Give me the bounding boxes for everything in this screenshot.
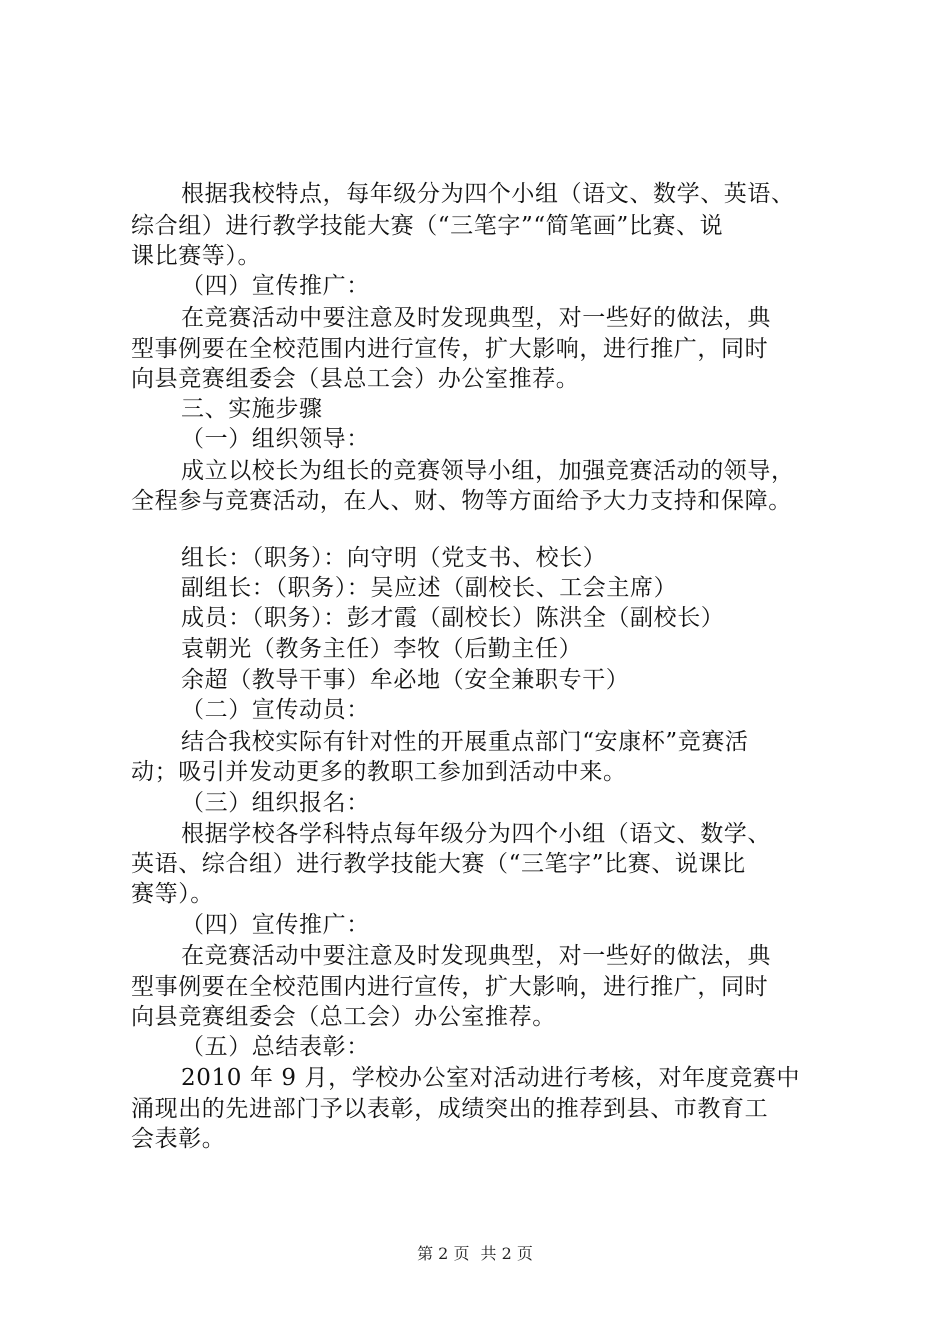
paragraph-line: 在竞赛活动中要注意及时发现典型，对一些好的做法，典 bbox=[181, 943, 771, 969]
page-footer bbox=[0, 1243, 950, 1265]
paragraph-line: 涌现出的先进部门予以表彰，成绩突出的推荐到县、市教育工 bbox=[131, 1096, 769, 1122]
section-heading: （三）组织报名： bbox=[181, 790, 370, 816]
section-heading: （四）宣传推广： bbox=[181, 912, 370, 938]
paragraph-line: 结合我校实际有针对性的开展重点部门“安康杯”竞赛活 bbox=[181, 729, 749, 755]
paragraph-line: 根据我校特点，每年级分为四个小组（语文、数学、英语、 bbox=[181, 181, 795, 207]
paragraph-line: 综合组）进行教学技能大赛（“三笔字”“简笔画”比赛、说 bbox=[131, 213, 724, 239]
paragraph-line: 全程参与竞赛活动，在人、财、物等方面给予大力支持和保障。 bbox=[131, 488, 792, 514]
page-total: 共 2 页 bbox=[480, 1244, 533, 1263]
paragraph-line: 根据学校各学科特点每年级分为四个小组（语文、数学、 bbox=[181, 821, 771, 847]
member-line: 成员：（职务）：彭才霞（副校长）陈洪全（副校长） bbox=[181, 605, 725, 631]
paragraph-line: 赛等）。 bbox=[131, 881, 214, 907]
paragraph-line: 在竞赛活动中要注意及时发现典型，对一些好的做法，典 bbox=[181, 305, 771, 331]
paragraph-line: 向县竞赛组委会（县总工会）办公室推荐。 bbox=[131, 366, 580, 392]
paragraph-line: 型事例要在全校范围内进行宣传，扩大影响，进行推广，同时 bbox=[131, 336, 769, 362]
paragraph-line: 会表彰。 bbox=[131, 1126, 226, 1152]
member-line: 副组长：（职务）：吴应述（副校长、工会主席） bbox=[181, 575, 678, 601]
page-number: 第 2 页 bbox=[417, 1244, 470, 1263]
section-heading: 三、实施步骤 bbox=[181, 396, 323, 422]
section-heading: （一）组织领导： bbox=[181, 426, 370, 452]
paragraph-line: 成立以校长为组长的竞赛领导小组，加强竞赛活动的领导， bbox=[181, 458, 795, 484]
section-heading: （五）总结表彰： bbox=[181, 1034, 370, 1060]
member-line: 袁朝光（教务主任）李牧（后勤主任） bbox=[181, 636, 583, 662]
member-line: 组长：（职务）：向守明（党支书、校长） bbox=[181, 545, 607, 571]
paragraph-line: 2010 年 9 月，学校办公室对活动进行考核，对年度竞赛中 bbox=[181, 1065, 801, 1091]
paragraph-line: 型事例要在全校范围内进行宣传，扩大影响，进行推广，同时 bbox=[131, 974, 769, 1000]
section-heading: （四）宣传推广： bbox=[181, 273, 370, 299]
paragraph-line: 课比赛等）。 bbox=[131, 243, 262, 269]
paragraph-line: 英语、综合组）进行教学技能大赛（“三笔字”比赛、说课比 bbox=[131, 851, 746, 877]
paragraph-line: 向县竞赛组委会（总工会）办公室推荐。 bbox=[131, 1004, 556, 1030]
section-heading: （二）宣传动员： bbox=[181, 697, 370, 723]
paragraph-line: 动；吸引并发动更多的教职工参加到活动中来。 bbox=[131, 759, 627, 785]
member-line: 余超（教导干事）牟必地（安全兼职专干） bbox=[181, 667, 630, 693]
